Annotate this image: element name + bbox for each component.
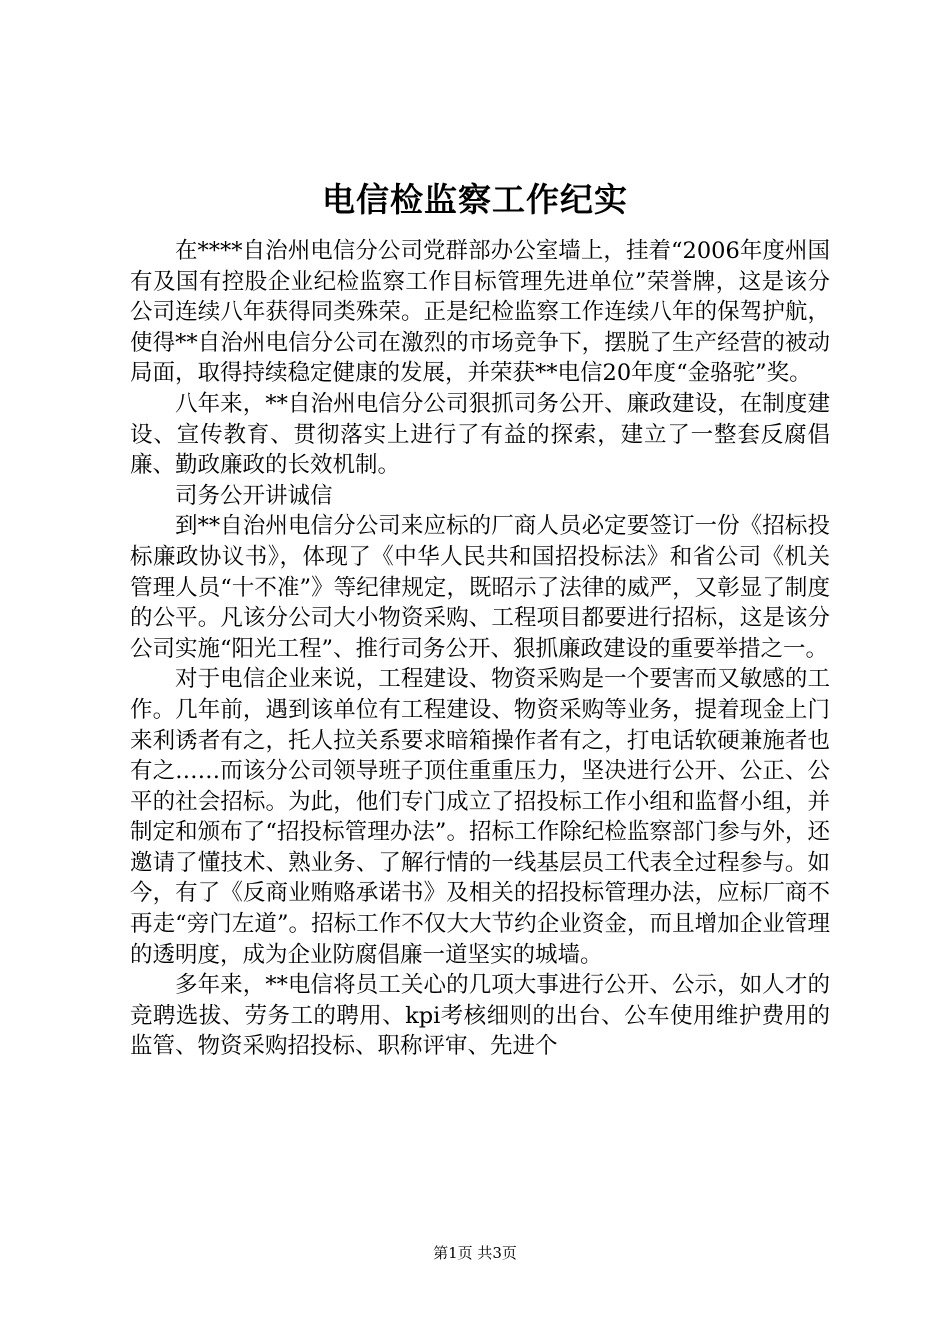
paragraph: 到**自治州电信分公司来应标的厂商人员必定要签订一份《招标投标廉政协议书》，体现了《中华人民共和国招投标法》和省公司《机关管理人员“十不准”》等纪律规定，既昭示了法律的威严，又彰显了制度的公平。凡该分公司大小物资采购、工程项目都要进行招标，这是该分公司实施“阳光工程”、推行司务公开、狠抓廉政建设的重要举措之一。: [130, 513, 830, 662]
paragraph: 在****自治州电信分公司党群部办公室墙上，挂着“2006年度州国有及国有控股企业纪检监察工作目标管理先进单位”荣誉牌，这是该分公司连续八年获得同类殊荣。正是纪检监察工作连续八年的保驾护航，使得**自治州电信分公司在激烈的市场竞争下，摆脱了生产经营的被动局面，取得持续稳定健康的发展，并荣获**电信20年度“金骆驼”奖。: [130, 238, 830, 387]
document-body: [130, 236, 830, 1062]
paragraph: 多年来，**电信将员工关心的几项大事进行公开、公示，如人才的竞聘选拔、劳务工的聘用、kpi考核细则的出台、公车使用维护费用的监管、物资采购招投标、职称评审、先进个: [130, 972, 830, 1060]
paragraph: 八年来，**自治州电信分公司狠抓司务公开、廉政建设，在制度建设、宣传教育、贯彻落实上进行了有益的探索，建立了一整套反腐倡廉、勤政廉政的长效机制。: [130, 390, 830, 479]
paragraph: 对于电信企业来说，工程建设、物资采购是一个要害而又敏感的工作。几年前，遇到该单位有工程建设、物资采购等业务，提着现金上门来利诱者有之，托人拉关系要求暗箱操作者有之，打电话软硬兼施者也有之……而该分公司领导班子顶住重重压力，坚决进行公开、公正、公平的社会招标。为此，他们专门成立了招投标工作小组和监督小组，并制定和颁布了“招投标管理办法”。招标工作除纪检监察部门参与外，还邀请了懂技术、熟业务、了解行情的一线基层员工代表全过程参与。如今，有了《反商业贿赂承诺书》及相关的招投标管理办法，应标厂商不再走“旁门左道”。招标工作不仅大大节约企业资金，而且增加企业管理的透明度，成为企业防腐倡廉一道坚实的城墙。: [130, 666, 830, 968]
document-title: 电信检监察工作纪实: [322, 180, 628, 219]
section-heading: 司务公开讲诚信: [175, 482, 333, 509]
page-footer: 第1页 共3页: [433, 1244, 517, 1262]
